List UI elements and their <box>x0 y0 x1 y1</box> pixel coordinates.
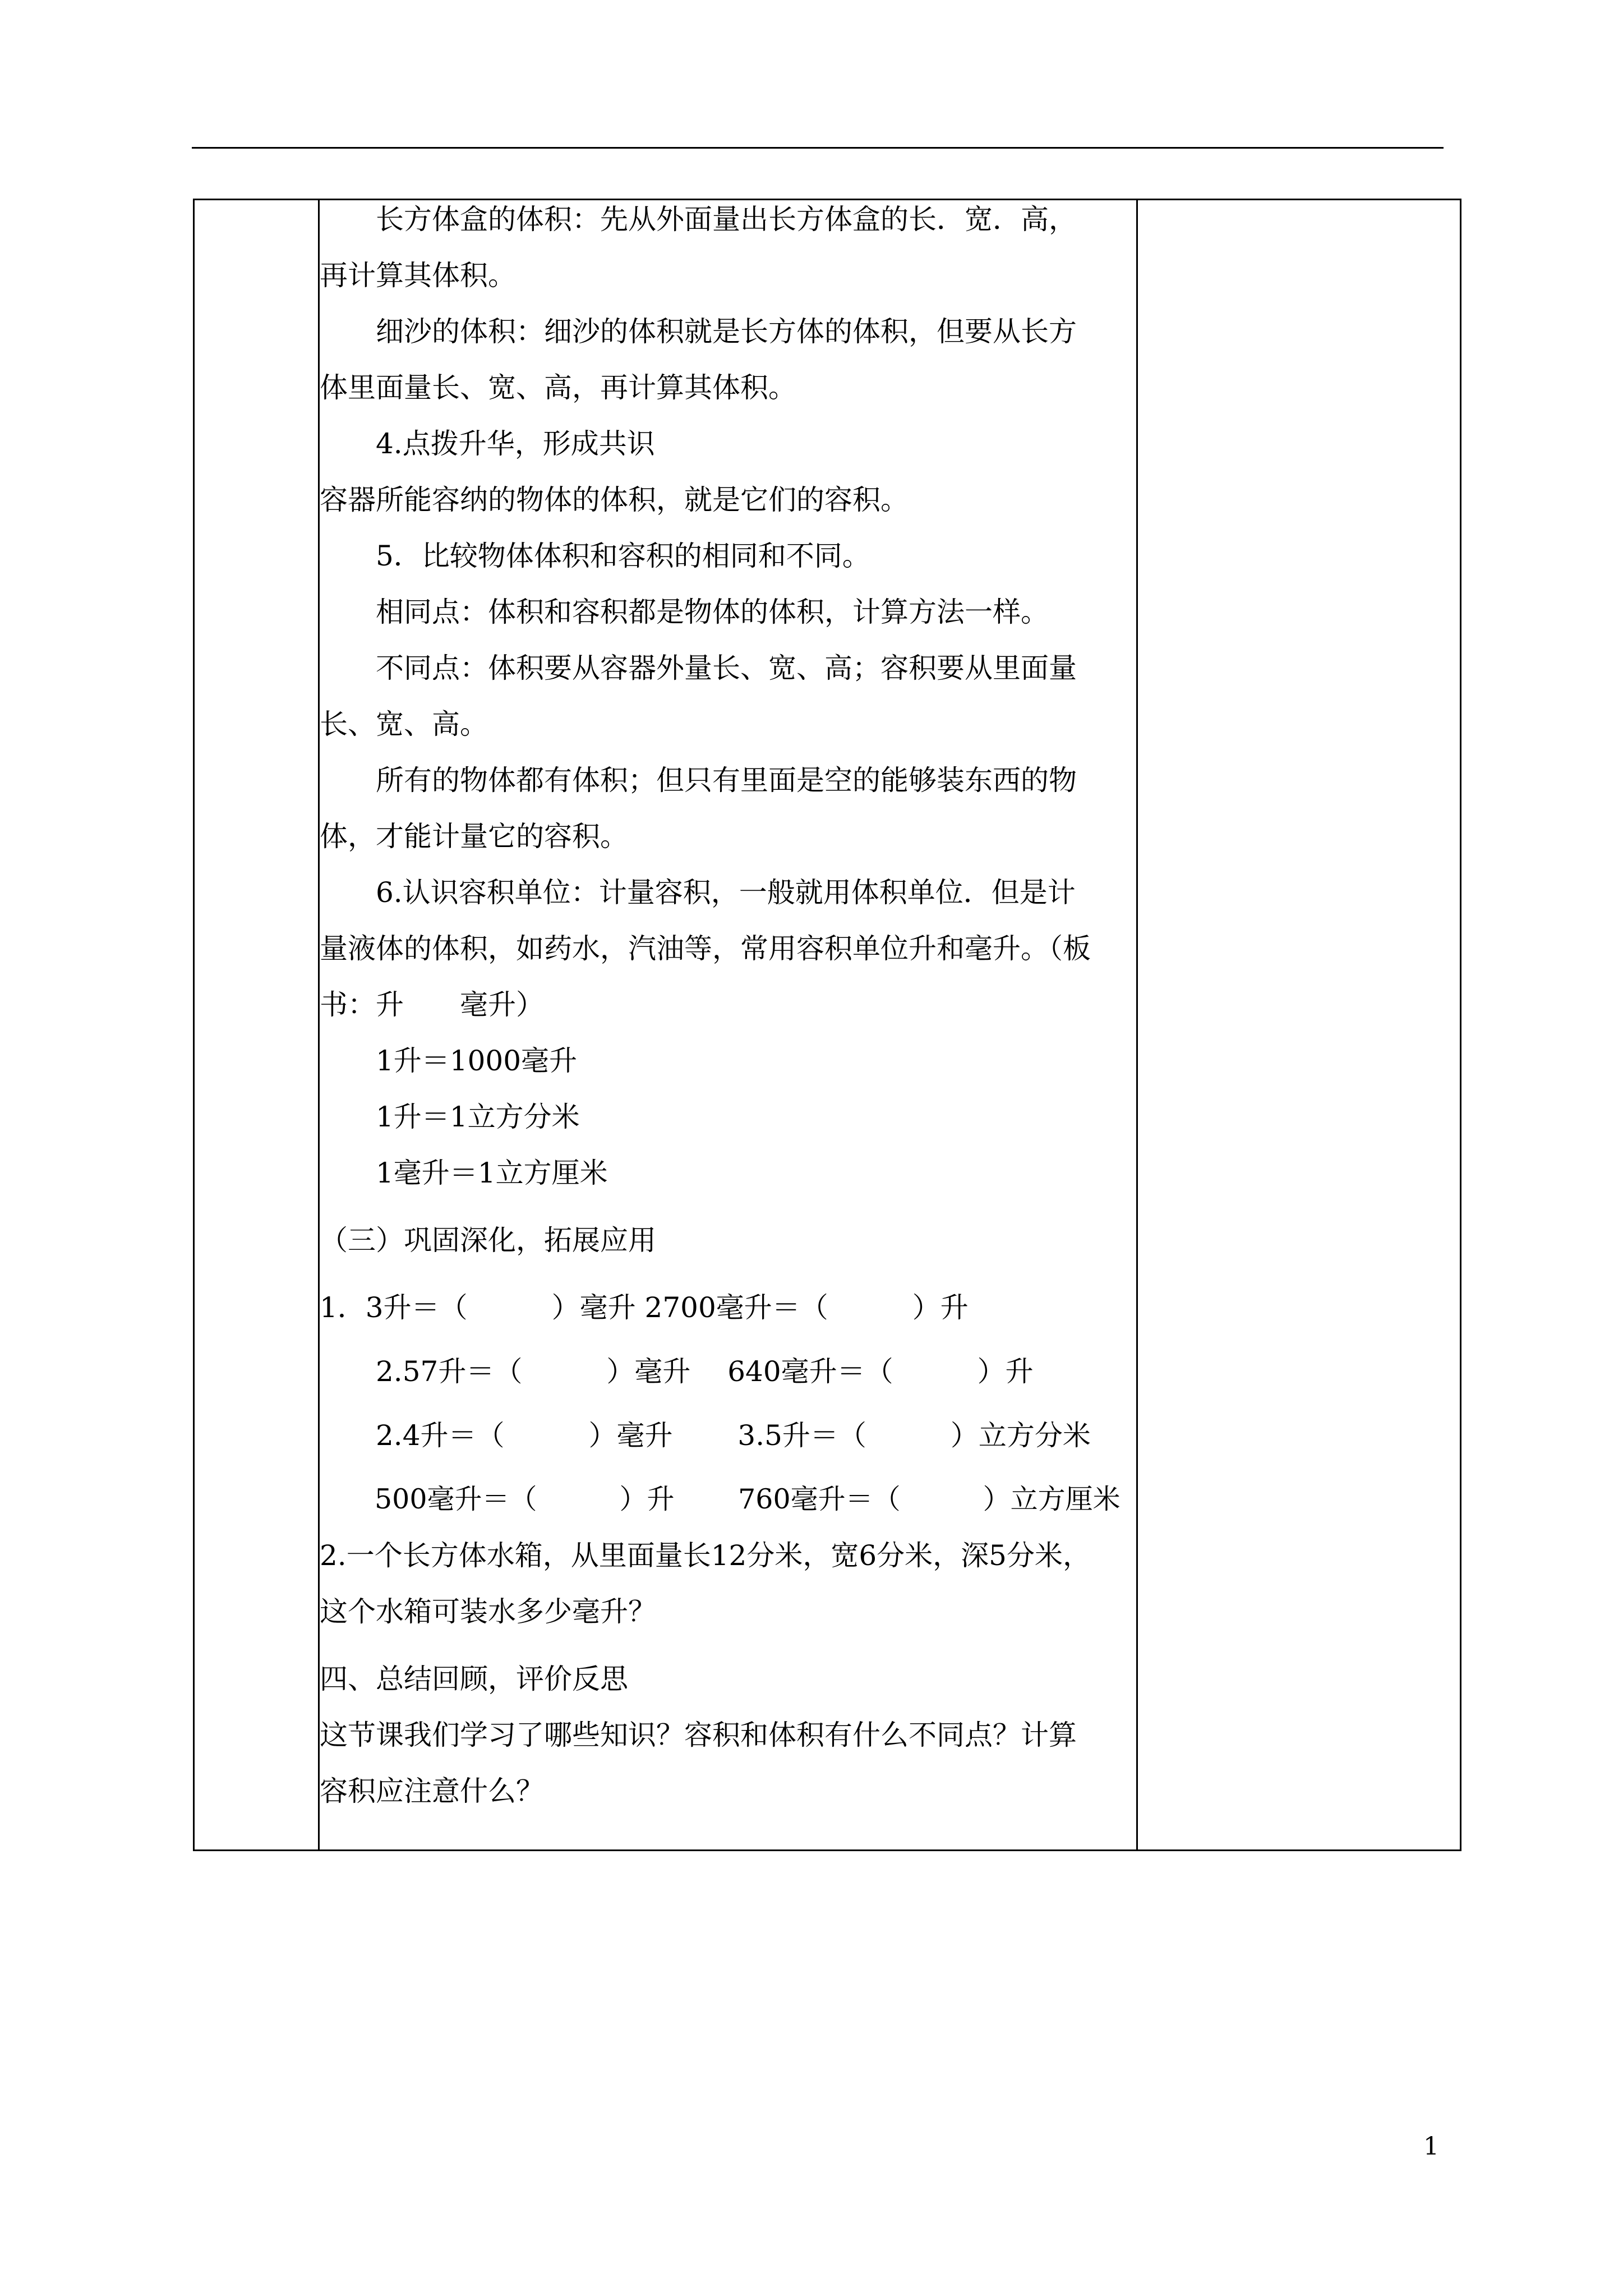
text-line: 量液体的体积，如药水，汽油等，常用容积单位升和毫升。（板 <box>320 932 1091 965</box>
page-number: 1 <box>1423 2132 1439 2161</box>
text-line: 这节课我们学习了哪些知识？容积和体积有什么不同点？计算 <box>320 1719 1077 1751</box>
text-line: 4.点拨升华，形成共识 <box>320 427 655 460</box>
text-line: 不同点：体积要从容器外量长、宽、高；容积要从里面量 <box>320 652 1077 684</box>
text-line: 2.一个长方体水箱，从里面量长12分米，宽6分米，深5分米， <box>320 1539 1091 1572</box>
text-line: 所有的物体都有体积；但只有里面是空的能够装东西的物 <box>320 764 1077 797</box>
text-line: 6.认识容积单位：计量容积，一般就用体积单位．但是计 <box>320 876 1076 909</box>
text-line: 1升＝1立方分米 <box>320 1101 580 1133</box>
text-line: 这个水箱可装水多少毫升？ <box>320 1595 656 1628</box>
text-line: 5．比较物体体积和容积的相同和不同。 <box>320 540 870 572</box>
lesson-content <box>320 200 1136 1849</box>
text-line: 长方体盒的体积：先从外面量出长方体盒的长．宽．高， <box>320 203 1077 236</box>
exercise-line: 1．3升＝（ ）毫升 2700毫升＝（ ）升 <box>320 1291 969 1324</box>
table-row <box>194 200 1461 1851</box>
text-line: 容器所能容纳的物体的体积，就是它们的容积。 <box>320 484 909 516</box>
text-line: 容积应注意什么？ <box>320 1775 544 1807</box>
section-heading: （三）巩固深化，拓展应用 <box>320 1224 656 1257</box>
text-line: 1升＝1000毫升 <box>320 1045 578 1077</box>
text-line: 细沙的体积：细沙的体积就是长方体的体积，但要从长方 <box>320 315 1077 348</box>
text-line: 体，才能计量它的容积。 <box>320 820 628 853</box>
exercise-line: 2.57升＝（ ）毫升 640毫升＝（ ）升 <box>320 1355 1034 1388</box>
content-cell <box>319 200 1137 1851</box>
header-rule <box>192 147 1444 149</box>
section-heading: 四、总结回顾，评价反思 <box>320 1663 628 1695</box>
text-line: 1毫升＝1立方厘米 <box>320 1157 608 1189</box>
left-column-cell <box>194 200 319 1851</box>
text-line: 体里面量长、宽、高，再计算其体积。 <box>320 371 796 404</box>
right-column-cell <box>1137 200 1461 1851</box>
exercise-line: 2.4升＝（ ）毫升 3.5升＝（ ）立方分米 <box>320 1419 1091 1452</box>
exercise-line: 500毫升＝（ ）升 760毫升＝（ ）立方厘米 <box>320 1483 1121 1515</box>
text-line: 长、宽、高。 <box>320 708 488 740</box>
text-line: 相同点：体积和容积都是物体的体积，计算方法一样。 <box>320 596 1049 628</box>
lesson-table <box>193 199 1461 1851</box>
text-line: 书：升 毫升） <box>320 988 544 1021</box>
text-line: 再计算其体积。 <box>320 259 516 292</box>
